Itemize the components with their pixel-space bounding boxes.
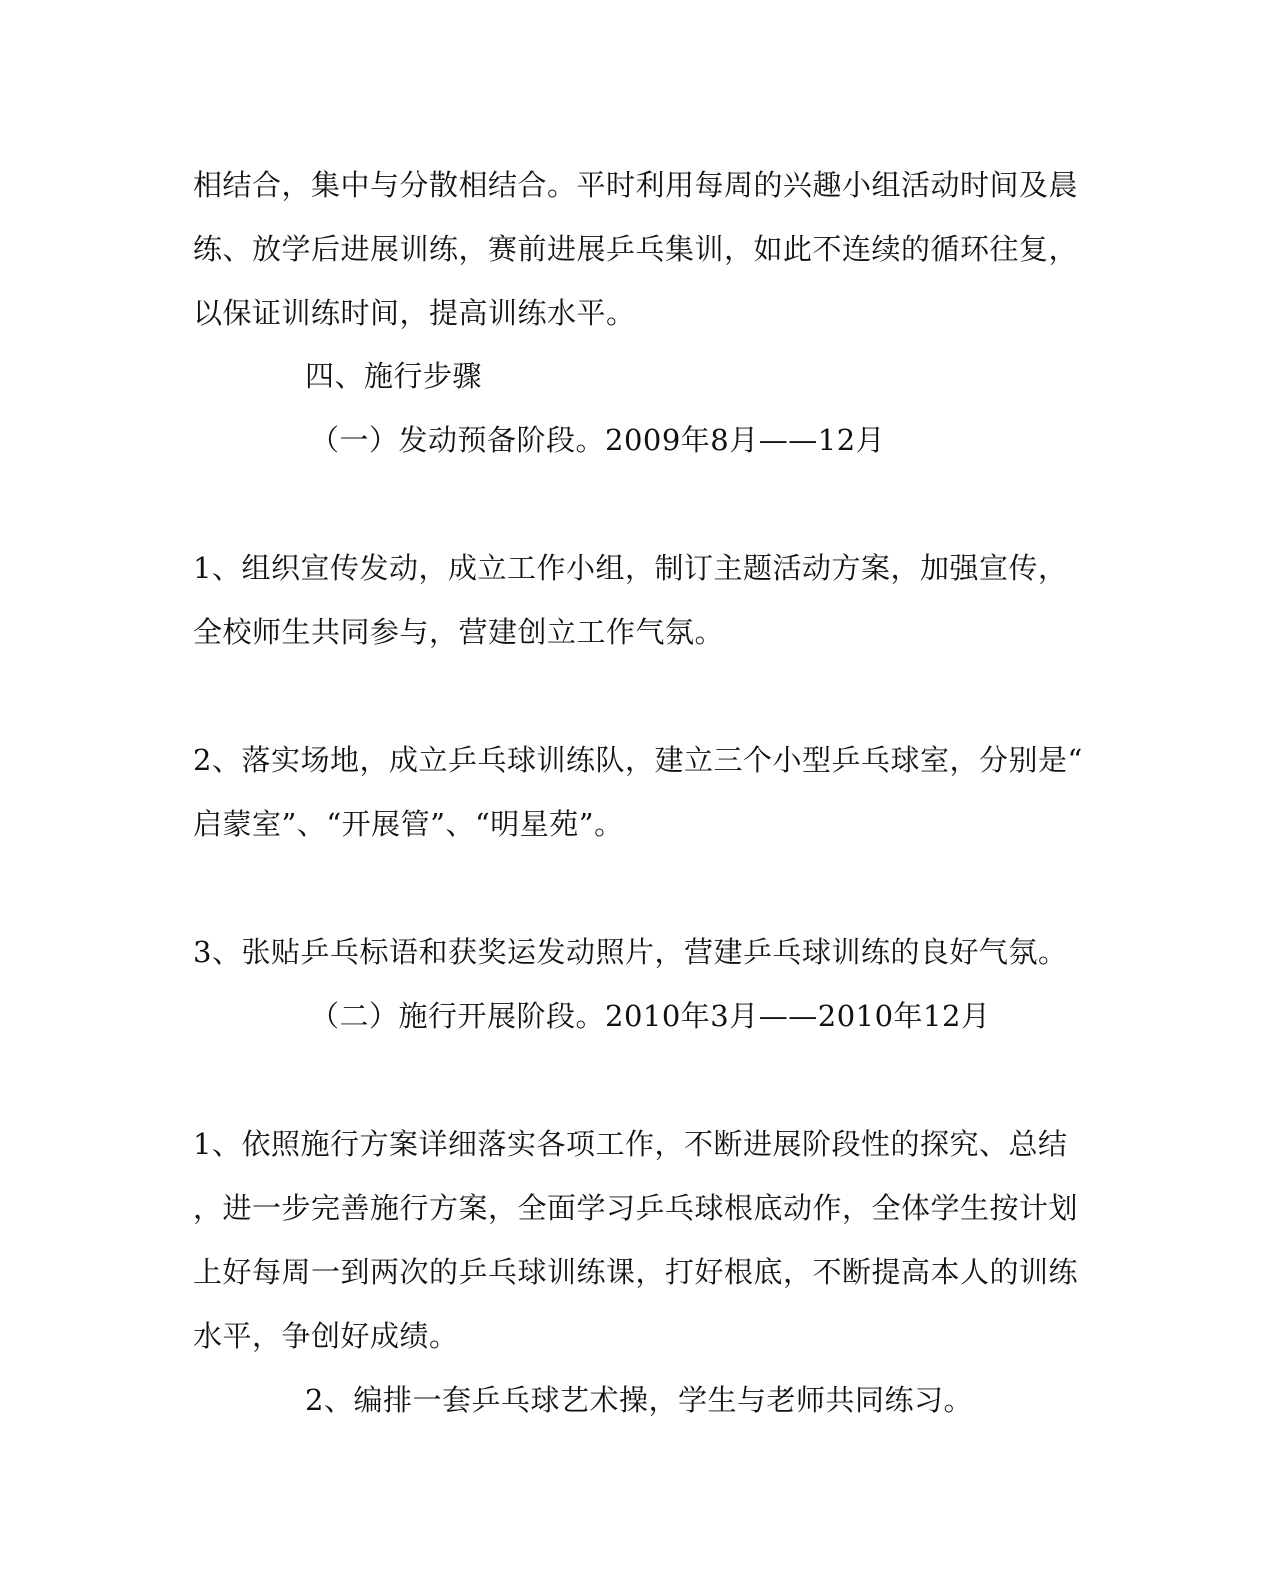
list-item-line: 2、编排一套乒乓球艺术操，学生与老师共同练习。 <box>305 1383 973 1417</box>
paragraph-line: 相结合，集中与分散相结合。平时利用每周的兴趣小组活动时间及晨 <box>193 168 1079 202</box>
list-item-line: 全校师生共同参与，营建创立工作气氛。 <box>193 615 725 649</box>
list-item-line: ，进一步完善施行方案，全面学习乒乓球根底动作，全体学生按计划 <box>193 1191 1079 1225</box>
list-item-line: 水平，争创好成绩。 <box>193 1319 459 1353</box>
list-item-line: 上好每周一到两次的乒乓球训练课，打好根底，不断提高本人的训练 <box>193 1255 1079 1289</box>
paragraph-line: 以保证训练时间，提高训练水平。 <box>193 296 636 330</box>
list-item-line: 2、落实场地，成立乒乓球训练队，建立三个小型乒乓球室，分别是“ <box>193 743 1083 777</box>
list-item-line: 启蒙室”、“开展管”、“明星苑”。 <box>193 807 624 841</box>
list-item-line: 1、依照施行方案详细落实各项工作，不断进展阶段性的探究、总结 <box>193 1127 1068 1161</box>
section-heading: 四、施行步骤 <box>305 359 483 393</box>
subsection-heading: （一）发动预备阶段。2009年8月——12月 <box>310 423 886 457</box>
paragraph-line: 练、放学后进展训练，赛前进展乒乓集训，如此不连续的循环往复， <box>193 232 1079 266</box>
subsection-heading: （二）施行开展阶段。2010年3月——2010年12月 <box>310 999 991 1033</box>
list-item-line: 1、组织宣传发动，成立工作小组，制订主题活动方案，加强宣传， <box>193 551 1068 585</box>
list-item-line: 3、张贴乒乓标语和获奖运发动照片，营建乒乓球训练的良好气氛。 <box>193 935 1068 969</box>
